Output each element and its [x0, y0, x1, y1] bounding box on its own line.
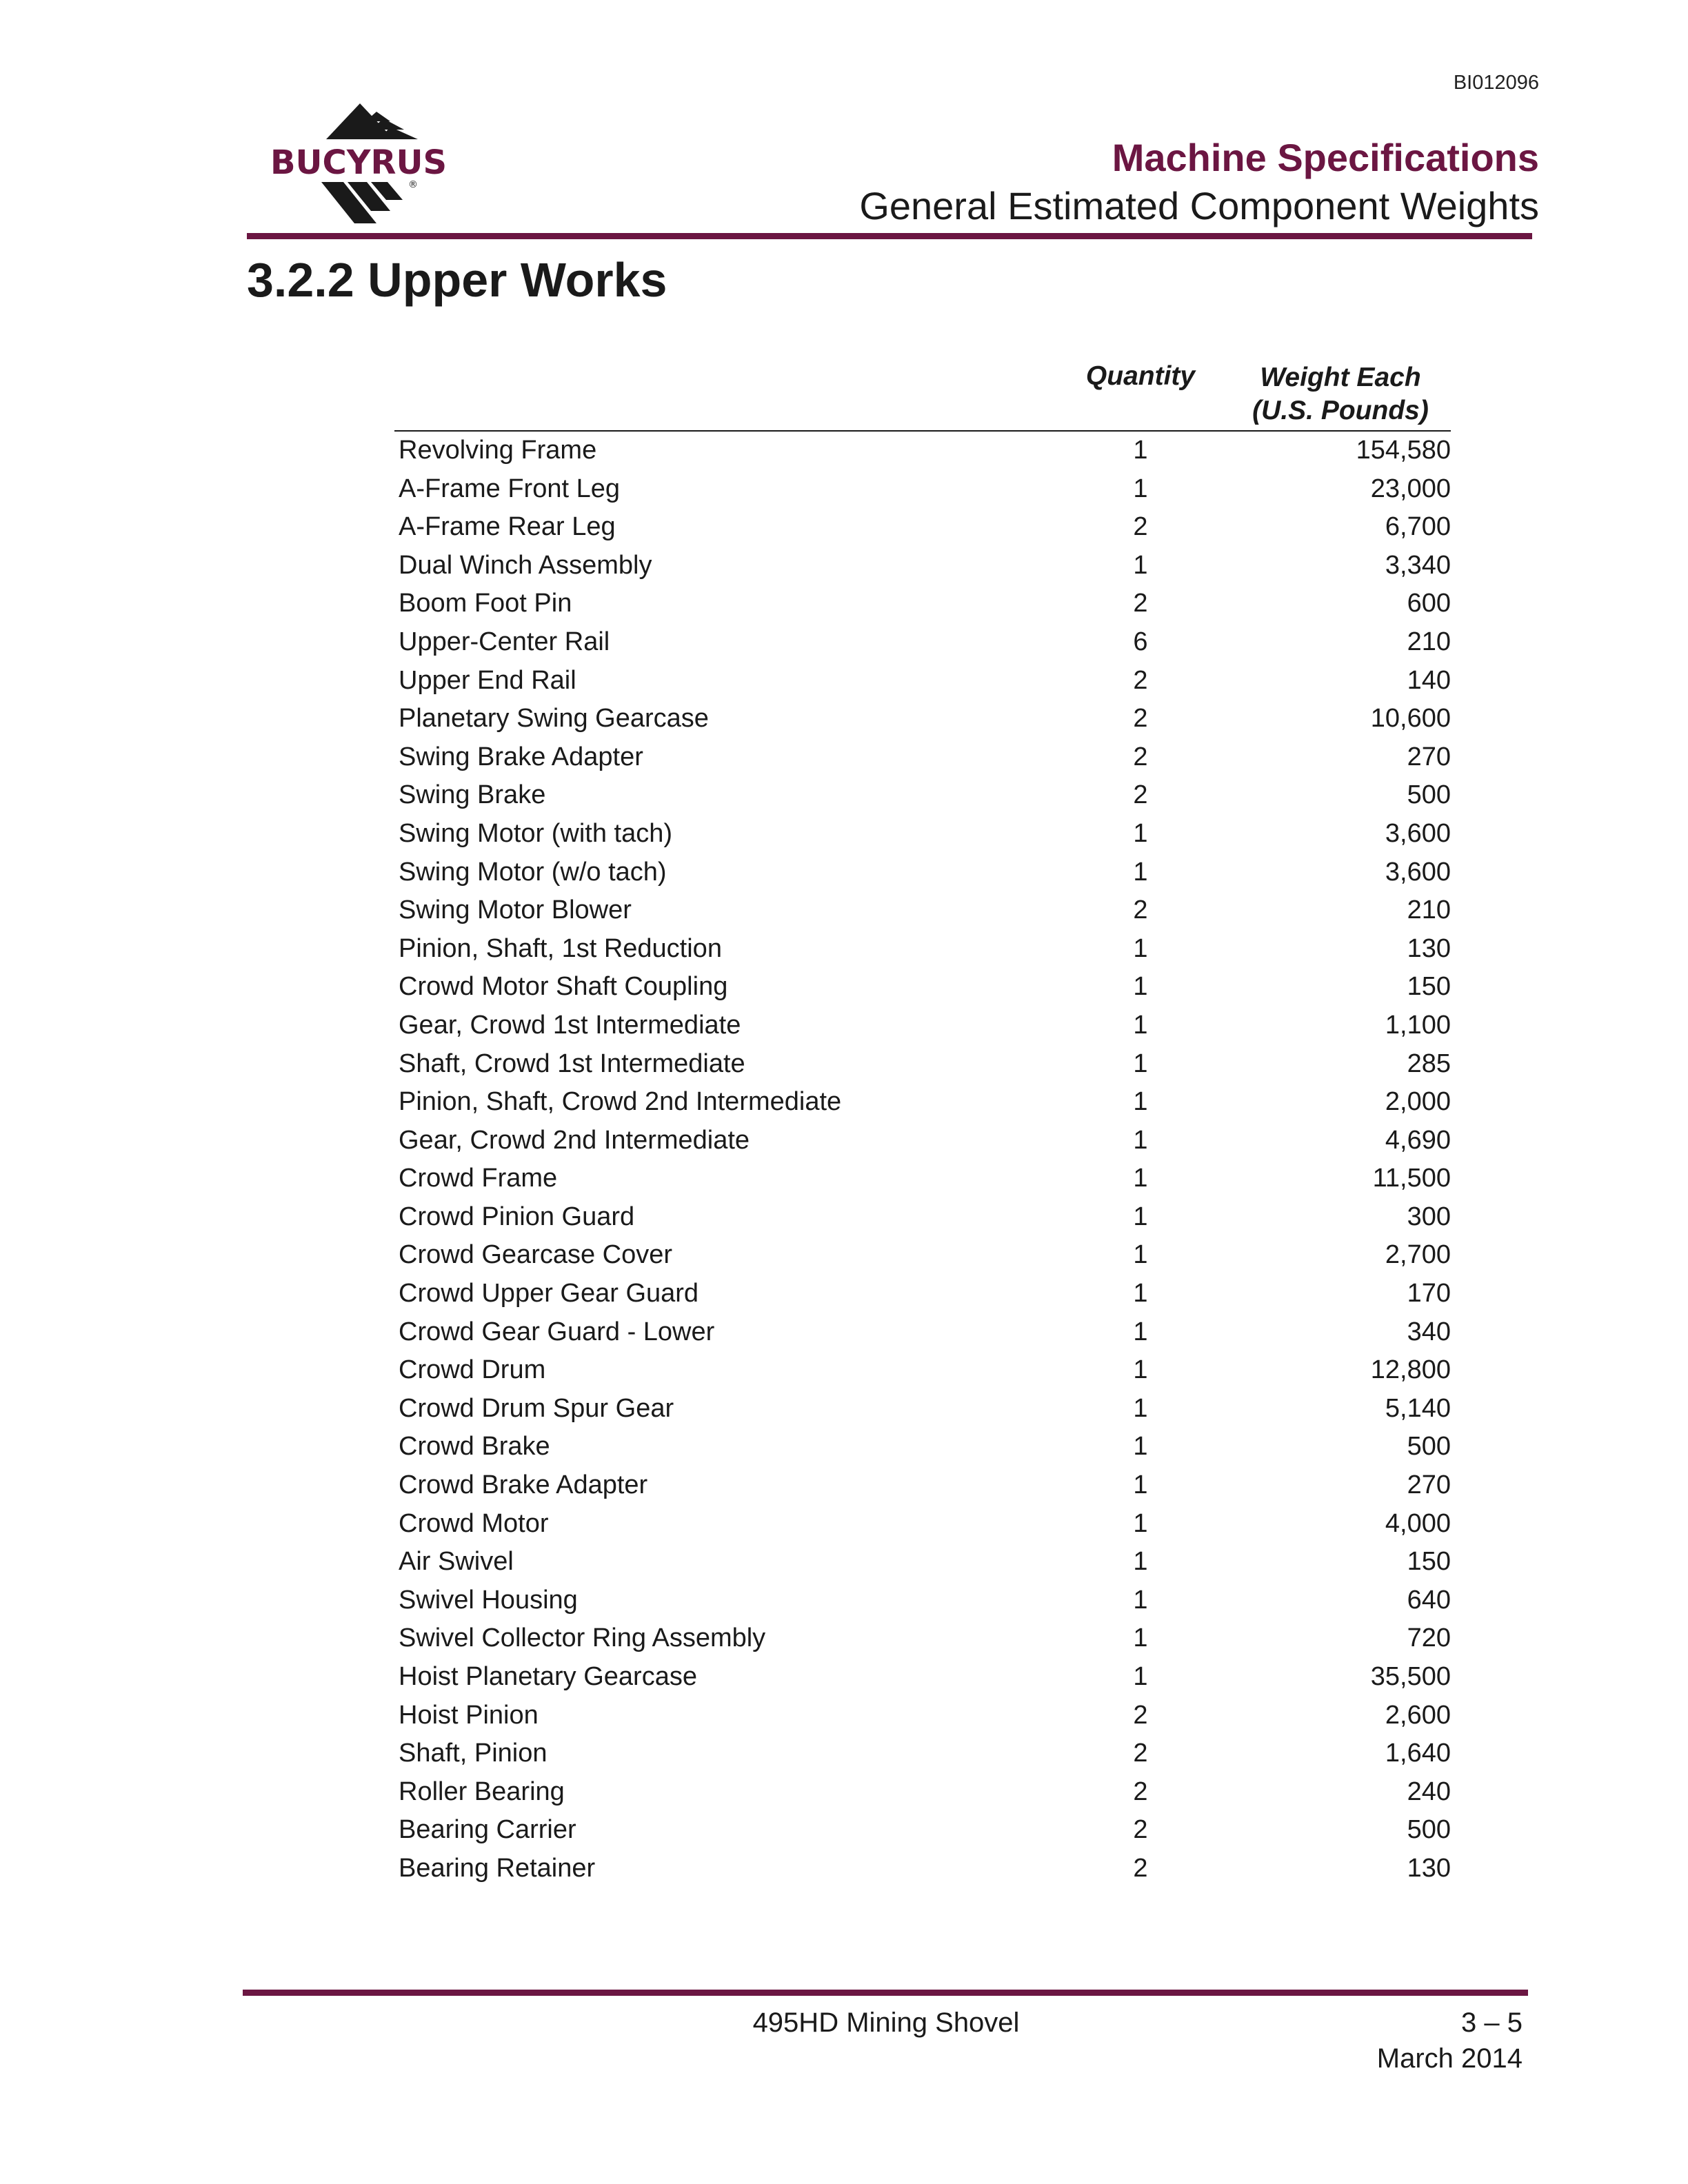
component-name: Pinion, Shaft, 1st Reduction [399, 933, 722, 963]
component-name: Roller Bearing [399, 1777, 565, 1806]
component-name: A-Frame Rear Leg [399, 512, 616, 542]
quantity-value: 1 [1133, 1010, 1148, 1040]
component-name: Crowd Gearcase Cover [399, 1240, 673, 1270]
quantity-value: 1 [1133, 1317, 1148, 1346]
quantity-value: 1 [1133, 1202, 1148, 1231]
quantity-value: 1 [1133, 1508, 1148, 1538]
table-row [394, 470, 1451, 509]
quantity-value: 1 [1133, 1049, 1148, 1078]
component-name: Gear, Crowd 1st Intermediate [399, 1010, 741, 1040]
weight-value: 3,340 [1385, 550, 1451, 580]
table-row [394, 968, 1451, 1007]
component-name: Swing Brake [399, 780, 546, 810]
quantity-value: 2 [1133, 589, 1148, 618]
column-header-weight-line1: Weight Each [1260, 363, 1421, 392]
footer-divider [243, 1990, 1528, 1996]
table-body [394, 432, 1451, 1888]
table-header [394, 358, 1451, 432]
component-name: Dual Winch Assembly [399, 550, 652, 580]
table-row [394, 1083, 1451, 1122]
weight-value: 270 [1407, 1470, 1451, 1500]
component-name: Boom Foot Pin [399, 589, 572, 618]
weight-value: 4,000 [1385, 1508, 1451, 1538]
component-name: Bearing Carrier [399, 1815, 576, 1845]
weight-value: 150 [1407, 972, 1451, 1002]
weight-value: 500 [1407, 780, 1451, 810]
quantity-value: 2 [1133, 742, 1148, 771]
weight-value: 130 [1407, 933, 1451, 963]
weight-value: 210 [1407, 627, 1451, 656]
table-row [394, 1619, 1451, 1658]
quantity-value: 1 [1133, 857, 1148, 887]
weight-value: 154,580 [1356, 436, 1451, 465]
weight-value: 340 [1407, 1317, 1451, 1346]
component-name: Crowd Drum [399, 1355, 546, 1385]
component-name: Crowd Motor Shaft Coupling [399, 972, 728, 1002]
component-name: Crowd Brake Adapter [399, 1470, 648, 1500]
component-name: Swing Motor Blower [399, 896, 632, 925]
component-name: Swivel Housing [399, 1585, 578, 1615]
table-row [394, 662, 1451, 700]
quantity-value: 2 [1133, 780, 1148, 810]
quantity-value: 2 [1133, 896, 1148, 925]
weight-value: 2,000 [1385, 1087, 1451, 1117]
quantity-value: 2 [1133, 1700, 1148, 1730]
weight-value: 500 [1407, 1815, 1451, 1845]
weight-value: 130 [1407, 1853, 1451, 1883]
document-id: BI012096 [1453, 72, 1539, 94]
table-row [394, 1735, 1451, 1773]
table-row [394, 930, 1451, 969]
table-row [394, 1007, 1451, 1045]
quantity-value: 1 [1133, 1662, 1148, 1691]
component-name: Pinion, Shaft, Crowd 2nd Intermediate [399, 1087, 842, 1117]
weight-value: 4,690 [1385, 1125, 1451, 1155]
table-row [394, 1428, 1451, 1466]
component-name: Shaft, Pinion [399, 1739, 547, 1768]
weight-value: 10,600 [1370, 704, 1451, 734]
footer-product: 495HD Mining Shovel [752, 2008, 1020, 2038]
quantity-value: 2 [1133, 704, 1148, 734]
quantity-value: 1 [1133, 1432, 1148, 1462]
table-row [394, 853, 1451, 892]
weight-value: 640 [1407, 1585, 1451, 1615]
weight-value: 140 [1407, 665, 1451, 695]
quantity-value: 1 [1133, 818, 1148, 848]
table-row [394, 1658, 1451, 1697]
table-row [394, 1275, 1451, 1313]
component-name: Swing Motor (with tach) [399, 818, 673, 848]
component-name: Air Swivel [399, 1547, 514, 1577]
quantity-value: 1 [1133, 1624, 1148, 1653]
quantity-value: 1 [1133, 436, 1148, 465]
component-name: Gear, Crowd 2nd Intermediate [399, 1125, 750, 1155]
footer-date: March 2014 [1376, 2043, 1523, 2074]
quantity-value: 2 [1133, 665, 1148, 695]
weight-value: 3,600 [1385, 857, 1451, 887]
component-name: Upper-Center Rail [399, 627, 610, 656]
table-row [394, 1390, 1451, 1428]
weight-value: 150 [1407, 1547, 1451, 1577]
weight-value: 11,500 [1372, 1164, 1451, 1193]
weight-value: 6,700 [1385, 512, 1451, 542]
quantity-value: 1 [1133, 1470, 1148, 1500]
table-row [394, 585, 1451, 623]
table-row [394, 1773, 1451, 1812]
weight-value: 1,100 [1385, 1010, 1451, 1040]
weight-value: 1,640 [1385, 1739, 1451, 1768]
quantity-value: 1 [1133, 1164, 1148, 1193]
weight-value: 170 [1407, 1279, 1451, 1308]
weight-value: 35,500 [1370, 1662, 1451, 1691]
table-row [394, 432, 1451, 470]
column-header-weight [1216, 361, 1465, 427]
table-row [394, 1351, 1451, 1390]
quantity-value: 1 [1133, 972, 1148, 1002]
table-row [394, 1505, 1451, 1544]
logo-wordmark: BUCYRUS [270, 143, 448, 182]
table-row [394, 815, 1451, 853]
component-name: Crowd Brake [399, 1432, 550, 1462]
quantity-value: 1 [1133, 1279, 1148, 1308]
section-title: 3.2.2 Upper Works [247, 253, 667, 307]
component-name: Swing Motor (w/o tach) [399, 857, 667, 887]
weight-value: 300 [1407, 1202, 1451, 1231]
component-name: Shaft, Crowd 1st Intermediate [399, 1049, 745, 1078]
column-header-weight-line2: (U.S. Pounds) [1252, 396, 1429, 425]
table-row [394, 1850, 1451, 1888]
quantity-value: 1 [1133, 1547, 1148, 1577]
quantity-value: 2 [1133, 1853, 1148, 1883]
table-row [394, 891, 1451, 930]
table-row [394, 738, 1451, 777]
weight-value: 210 [1407, 896, 1451, 925]
quantity-value: 2 [1133, 512, 1148, 542]
quantity-value: 1 [1133, 474, 1148, 503]
weight-value: 12,800 [1370, 1355, 1451, 1385]
component-name: Hoist Planetary Gearcase [399, 1662, 697, 1691]
table-row [394, 1313, 1451, 1352]
component-name: Crowd Upper Gear Guard [399, 1279, 699, 1308]
table-row [394, 1697, 1451, 1735]
table-row [394, 776, 1451, 815]
quantity-value: 1 [1133, 1355, 1148, 1385]
table-row [394, 1543, 1451, 1581]
table-row [394, 1198, 1451, 1237]
header-divider [247, 233, 1532, 239]
table-row [394, 1236, 1451, 1275]
table-row [394, 623, 1451, 662]
header-subtitle: General Estimated Component Weights [859, 184, 1539, 228]
table-row [394, 1811, 1451, 1850]
column-header-quantity: Quantity [1085, 361, 1196, 391]
quantity-value: 1 [1133, 1240, 1148, 1270]
weight-value: 285 [1407, 1049, 1451, 1078]
component-name: Crowd Motor [399, 1508, 549, 1538]
quantity-value: 1 [1133, 1393, 1148, 1423]
quantity-value: 2 [1133, 1739, 1148, 1768]
component-name: Crowd Frame [399, 1164, 558, 1193]
component-name: Revolving Frame [399, 436, 597, 465]
component-name: Hoist Pinion [399, 1700, 539, 1730]
weight-value: 3,600 [1385, 818, 1451, 848]
quantity-value: 2 [1133, 1777, 1148, 1806]
quantity-value: 1 [1133, 1087, 1148, 1117]
table-row [394, 1160, 1451, 1198]
component-name: Upper End Rail [399, 665, 576, 695]
quantity-value: 1 [1133, 933, 1148, 963]
quantity-value: 1 [1133, 1125, 1148, 1155]
quantity-value: 1 [1133, 550, 1148, 580]
weight-value: 23,000 [1370, 474, 1451, 503]
footer-page-number: 3 – 5 [1461, 2008, 1523, 2038]
bucyrus-logo [255, 102, 462, 226]
table-row [394, 700, 1451, 738]
weight-value: 600 [1407, 589, 1451, 618]
svg-text:®: ® [408, 179, 418, 190]
quantity-value: 6 [1133, 627, 1148, 656]
weight-value: 270 [1407, 742, 1451, 771]
component-name: Swivel Collector Ring Assembly [399, 1624, 766, 1653]
component-name: Crowd Gear Guard - Lower [399, 1317, 715, 1346]
header-title: Machine Specifications [1112, 136, 1539, 179]
component-name: Swing Brake Adapter [399, 742, 643, 771]
quantity-value: 1 [1133, 1585, 1148, 1615]
table-row [394, 508, 1451, 547]
weight-value: 2,600 [1385, 1700, 1451, 1730]
component-name: Bearing Retainer [399, 1853, 596, 1883]
component-name: A-Frame Front Leg [399, 474, 620, 503]
table-row [394, 547, 1451, 585]
weight-value: 240 [1407, 1777, 1451, 1806]
table-row [394, 1045, 1451, 1084]
component-name: Planetary Swing Gearcase [399, 704, 709, 734]
component-name: Crowd Drum Spur Gear [399, 1393, 674, 1423]
table-row [394, 1122, 1451, 1160]
component-weights-table [394, 358, 1451, 1888]
table-row [394, 1581, 1451, 1620]
quantity-value: 2 [1133, 1815, 1148, 1845]
table-row [394, 1466, 1451, 1505]
component-name: Crowd Pinion Guard [399, 1202, 635, 1231]
weight-value: 2,700 [1385, 1240, 1451, 1270]
weight-value: 500 [1407, 1432, 1451, 1462]
weight-value: 5,140 [1385, 1393, 1451, 1423]
weight-value: 720 [1407, 1624, 1451, 1653]
